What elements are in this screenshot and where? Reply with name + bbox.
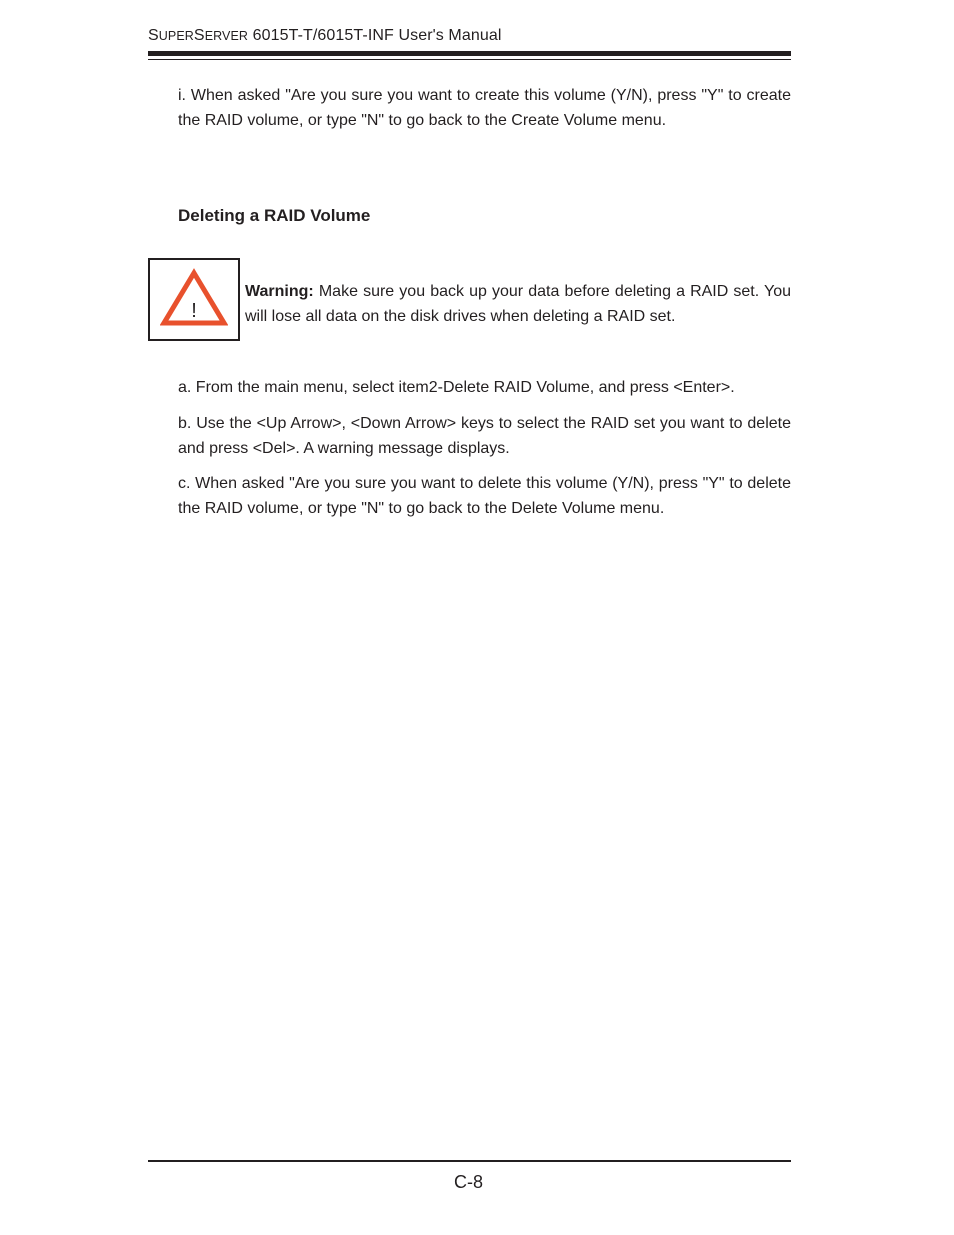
warning-label: Warning: xyxy=(245,283,314,300)
header-title-rest: 6015T-T/6015T-INF User's Manual xyxy=(248,27,502,44)
header-title-cap1: S xyxy=(148,27,159,44)
header-title-cap2: S xyxy=(193,27,205,44)
paragraph-step-b: b. Use the <Up Arrow>, <Down Arrow> keys to select the RAID set you want to delete and press <Del>. A warning message displays. xyxy=(178,415,791,457)
warning-body: Make sure you back up your data before deleting a RAID set. You will lose all data on the disk drives when deleting a RAID set. xyxy=(245,283,791,325)
paragraph-step-a: a. From the main menu, select item2-Delete RAID Volume, and press <Enter>. xyxy=(178,379,735,396)
paragraph-step-i: i. When asked "Are you sure you want to create this volume (Y/N), press "Y" to create the RAID volume, or type "N" to go back to the Create Volume menu. xyxy=(178,87,791,129)
header-rule-thick xyxy=(148,51,791,56)
warning-exclamation: ! xyxy=(191,300,197,322)
header-title-small2: ERVER xyxy=(204,29,249,43)
paragraph-step-c: c. When asked "Are you sure you want to delete this volume (Y/N), press "Y" to delete the RAID volume, or type "N" to go back to the Delete Volume menu. xyxy=(178,475,791,517)
header-title-small1: UPER xyxy=(158,29,194,43)
warning-message xyxy=(245,279,791,329)
warning-triangle-icon xyxy=(160,268,228,330)
header-rule-thin xyxy=(148,59,791,60)
running-header xyxy=(148,27,502,45)
warning-icon-box xyxy=(148,258,240,341)
page-number: C-8 xyxy=(454,1172,484,1192)
footer-rule xyxy=(148,1160,791,1162)
section-heading: Deleting a RAID Volume xyxy=(178,206,371,225)
